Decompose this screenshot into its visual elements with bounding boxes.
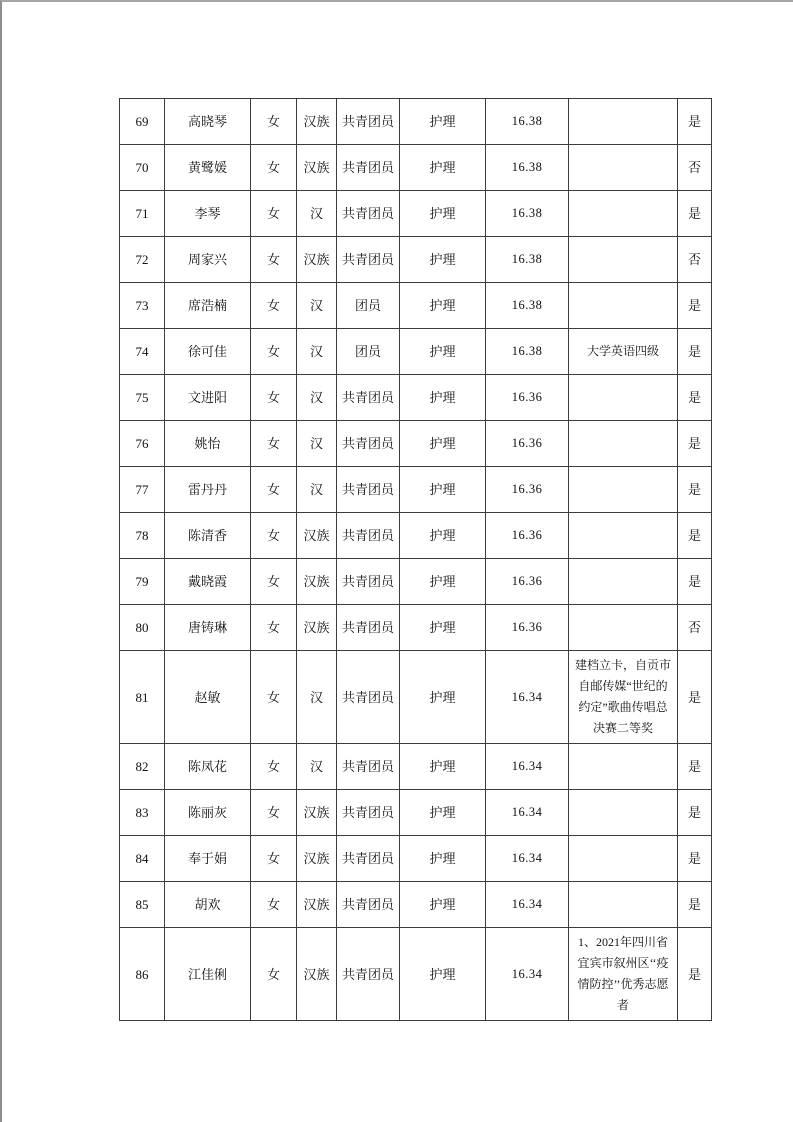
table-row	[120, 928, 712, 1021]
cell-ethnicity: 汉族	[297, 513, 337, 559]
cell-ethnicity: 汉	[297, 744, 337, 790]
cell-score: 16.34	[486, 882, 569, 928]
cell-ethnicity: 汉	[297, 467, 337, 513]
cell-major: 护理	[400, 375, 486, 421]
cell-selected: 否	[678, 605, 712, 651]
cell-selected: 是	[678, 882, 712, 928]
cell-ethnicity: 汉族	[297, 928, 337, 1021]
cell-political-status: 共青团员	[337, 467, 400, 513]
cell-name: 胡欢	[165, 882, 251, 928]
table-row	[120, 237, 712, 283]
cell-name: 雷丹丹	[165, 467, 251, 513]
cell-score: 16.38	[486, 99, 569, 145]
cell-selected: 否	[678, 145, 712, 191]
cell-score: 16.34	[486, 744, 569, 790]
cell-awards	[569, 375, 678, 421]
table-row	[120, 744, 712, 790]
cell-political-status: 共青团员	[337, 559, 400, 605]
cell-no: 84	[120, 836, 165, 882]
cell-selected: 是	[678, 559, 712, 605]
cell-no: 73	[120, 283, 165, 329]
cell-political-status: 共青团员	[337, 605, 400, 651]
table-row	[120, 467, 712, 513]
cell-gender: 女	[251, 145, 297, 191]
cell-awards	[569, 790, 678, 836]
cell-score: 16.36	[486, 375, 569, 421]
cell-gender: 女	[251, 421, 297, 467]
cell-awards	[569, 145, 678, 191]
cell-name: 陈凤花	[165, 744, 251, 790]
table-row	[120, 375, 712, 421]
cell-score: 16.36	[486, 513, 569, 559]
cell-political-status: 共青团员	[337, 99, 400, 145]
cell-gender: 女	[251, 559, 297, 605]
cell-major: 护理	[400, 605, 486, 651]
cell-awards: 建档立卡，自贡市自邮传媒“世纪的约定”歌曲传唱总决赛二等奖	[569, 651, 678, 744]
cell-awards: 1、2021年四川省宜宾市叙州区‘‘疫情防控’’优秀志愿者	[569, 928, 678, 1021]
cell-major: 护理	[400, 513, 486, 559]
cell-name: 唐铸琳	[165, 605, 251, 651]
cell-name: 赵敏	[165, 651, 251, 744]
cell-score: 16.38	[486, 145, 569, 191]
cell-gender: 女	[251, 513, 297, 559]
cell-ethnicity: 汉	[297, 375, 337, 421]
cell-ethnicity: 汉族	[297, 559, 337, 605]
cell-awards: 大学英语四级	[569, 329, 678, 375]
cell-name: 陈清香	[165, 513, 251, 559]
cell-political-status: 共青团员	[337, 375, 400, 421]
cell-major: 护理	[400, 651, 486, 744]
cell-ethnicity: 汉	[297, 191, 337, 237]
cell-major: 护理	[400, 421, 486, 467]
cell-major: 护理	[400, 191, 486, 237]
cell-political-status: 共青团员	[337, 145, 400, 191]
cell-no: 71	[120, 191, 165, 237]
cell-name: 江佳俐	[165, 928, 251, 1021]
cell-name: 陈丽灰	[165, 790, 251, 836]
cell-major: 护理	[400, 467, 486, 513]
cell-ethnicity: 汉族	[297, 145, 337, 191]
cell-ethnicity: 汉族	[297, 99, 337, 145]
cell-selected: 是	[678, 790, 712, 836]
cell-awards	[569, 882, 678, 928]
cell-gender: 女	[251, 928, 297, 1021]
cell-gender: 女	[251, 99, 297, 145]
cell-selected: 是	[678, 836, 712, 882]
cell-political-status: 团员	[337, 329, 400, 375]
cell-name: 李琴	[165, 191, 251, 237]
cell-gender: 女	[251, 467, 297, 513]
cell-selected: 是	[678, 191, 712, 237]
cell-ethnicity: 汉	[297, 421, 337, 467]
table-row	[120, 421, 712, 467]
student-table-body	[120, 99, 712, 1021]
cell-name: 高晓琴	[165, 99, 251, 145]
cell-major: 护理	[400, 790, 486, 836]
cell-ethnicity: 汉	[297, 283, 337, 329]
cell-name: 奉于娟	[165, 836, 251, 882]
student-roster-table	[119, 98, 712, 1021]
cell-selected: 是	[678, 375, 712, 421]
cell-awards	[569, 467, 678, 513]
cell-selected: 是	[678, 329, 712, 375]
cell-no: 72	[120, 237, 165, 283]
cell-score: 16.36	[486, 559, 569, 605]
cell-major: 护理	[400, 283, 486, 329]
cell-score: 16.38	[486, 237, 569, 283]
cell-no: 83	[120, 790, 165, 836]
cell-gender: 女	[251, 790, 297, 836]
cell-selected: 是	[678, 283, 712, 329]
table-row	[120, 651, 712, 744]
cell-gender: 女	[251, 651, 297, 744]
table-row	[120, 559, 712, 605]
cell-gender: 女	[251, 882, 297, 928]
cell-score: 16.36	[486, 605, 569, 651]
cell-gender: 女	[251, 191, 297, 237]
cell-name: 黄鹭媛	[165, 145, 251, 191]
cell-major: 护理	[400, 928, 486, 1021]
cell-no: 82	[120, 744, 165, 790]
cell-political-status: 共青团员	[337, 744, 400, 790]
cell-political-status: 共青团员	[337, 513, 400, 559]
cell-ethnicity: 汉族	[297, 605, 337, 651]
table-row	[120, 329, 712, 375]
cell-no: 78	[120, 513, 165, 559]
table-row	[120, 99, 712, 145]
cell-selected: 是	[678, 651, 712, 744]
cell-political-status: 共青团员	[337, 651, 400, 744]
cell-gender: 女	[251, 283, 297, 329]
cell-ethnicity: 汉族	[297, 237, 337, 283]
cell-no: 81	[120, 651, 165, 744]
cell-ethnicity: 汉	[297, 651, 337, 744]
cell-no: 76	[120, 421, 165, 467]
cell-selected: 否	[678, 237, 712, 283]
cell-major: 护理	[400, 882, 486, 928]
cell-gender: 女	[251, 744, 297, 790]
cell-awards	[569, 559, 678, 605]
cell-score: 16.38	[486, 283, 569, 329]
cell-political-status: 共青团员	[337, 928, 400, 1021]
cell-score: 16.36	[486, 421, 569, 467]
cell-major: 护理	[400, 836, 486, 882]
cell-score: 16.34	[486, 790, 569, 836]
table-row	[120, 283, 712, 329]
table-row	[120, 145, 712, 191]
cell-awards	[569, 283, 678, 329]
cell-awards	[569, 99, 678, 145]
cell-political-status: 共青团员	[337, 237, 400, 283]
cell-political-status: 共青团员	[337, 790, 400, 836]
cell-selected: 是	[678, 928, 712, 1021]
cell-gender: 女	[251, 605, 297, 651]
table-row	[120, 605, 712, 651]
cell-political-status: 共青团员	[337, 882, 400, 928]
cell-ethnicity: 汉族	[297, 790, 337, 836]
cell-score: 16.34	[486, 836, 569, 882]
cell-no: 86	[120, 928, 165, 1021]
cell-major: 护理	[400, 99, 486, 145]
cell-no: 85	[120, 882, 165, 928]
cell-name: 戴晓霞	[165, 559, 251, 605]
cell-name: 席浩楠	[165, 283, 251, 329]
cell-score: 16.34	[486, 651, 569, 744]
cell-no: 70	[120, 145, 165, 191]
cell-selected: 是	[678, 744, 712, 790]
cell-major: 护理	[400, 744, 486, 790]
table-row	[120, 790, 712, 836]
cell-no: 69	[120, 99, 165, 145]
cell-score: 16.38	[486, 329, 569, 375]
cell-awards	[569, 744, 678, 790]
cell-political-status: 共青团员	[337, 191, 400, 237]
cell-ethnicity: 汉	[297, 329, 337, 375]
cell-no: 80	[120, 605, 165, 651]
cell-no: 79	[120, 559, 165, 605]
cell-score: 16.36	[486, 467, 569, 513]
cell-no: 74	[120, 329, 165, 375]
cell-awards	[569, 237, 678, 283]
cell-name: 姚怡	[165, 421, 251, 467]
cell-awards	[569, 421, 678, 467]
cell-major: 护理	[400, 145, 486, 191]
cell-no: 75	[120, 375, 165, 421]
cell-score: 16.34	[486, 928, 569, 1021]
cell-name: 徐可佳	[165, 329, 251, 375]
cell-name: 周家兴	[165, 237, 251, 283]
table-row	[120, 191, 712, 237]
cell-gender: 女	[251, 836, 297, 882]
cell-political-status: 共青团员	[337, 836, 400, 882]
cell-awards	[569, 191, 678, 237]
table-row	[120, 836, 712, 882]
cell-major: 护理	[400, 559, 486, 605]
cell-selected: 是	[678, 467, 712, 513]
cell-ethnicity: 汉族	[297, 882, 337, 928]
cell-no: 77	[120, 467, 165, 513]
cell-major: 护理	[400, 237, 486, 283]
cell-awards	[569, 513, 678, 559]
cell-political-status: 共青团员	[337, 421, 400, 467]
cell-gender: 女	[251, 375, 297, 421]
cell-ethnicity: 汉族	[297, 836, 337, 882]
cell-awards	[569, 605, 678, 651]
cell-name: 文进阳	[165, 375, 251, 421]
cell-selected: 是	[678, 99, 712, 145]
cell-awards	[569, 836, 678, 882]
cell-score: 16.38	[486, 191, 569, 237]
cell-selected: 是	[678, 421, 712, 467]
cell-selected: 是	[678, 513, 712, 559]
table-row	[120, 882, 712, 928]
cell-gender: 女	[251, 237, 297, 283]
cell-major: 护理	[400, 329, 486, 375]
table-row	[120, 513, 712, 559]
cell-gender: 女	[251, 329, 297, 375]
cell-political-status: 团员	[337, 283, 400, 329]
